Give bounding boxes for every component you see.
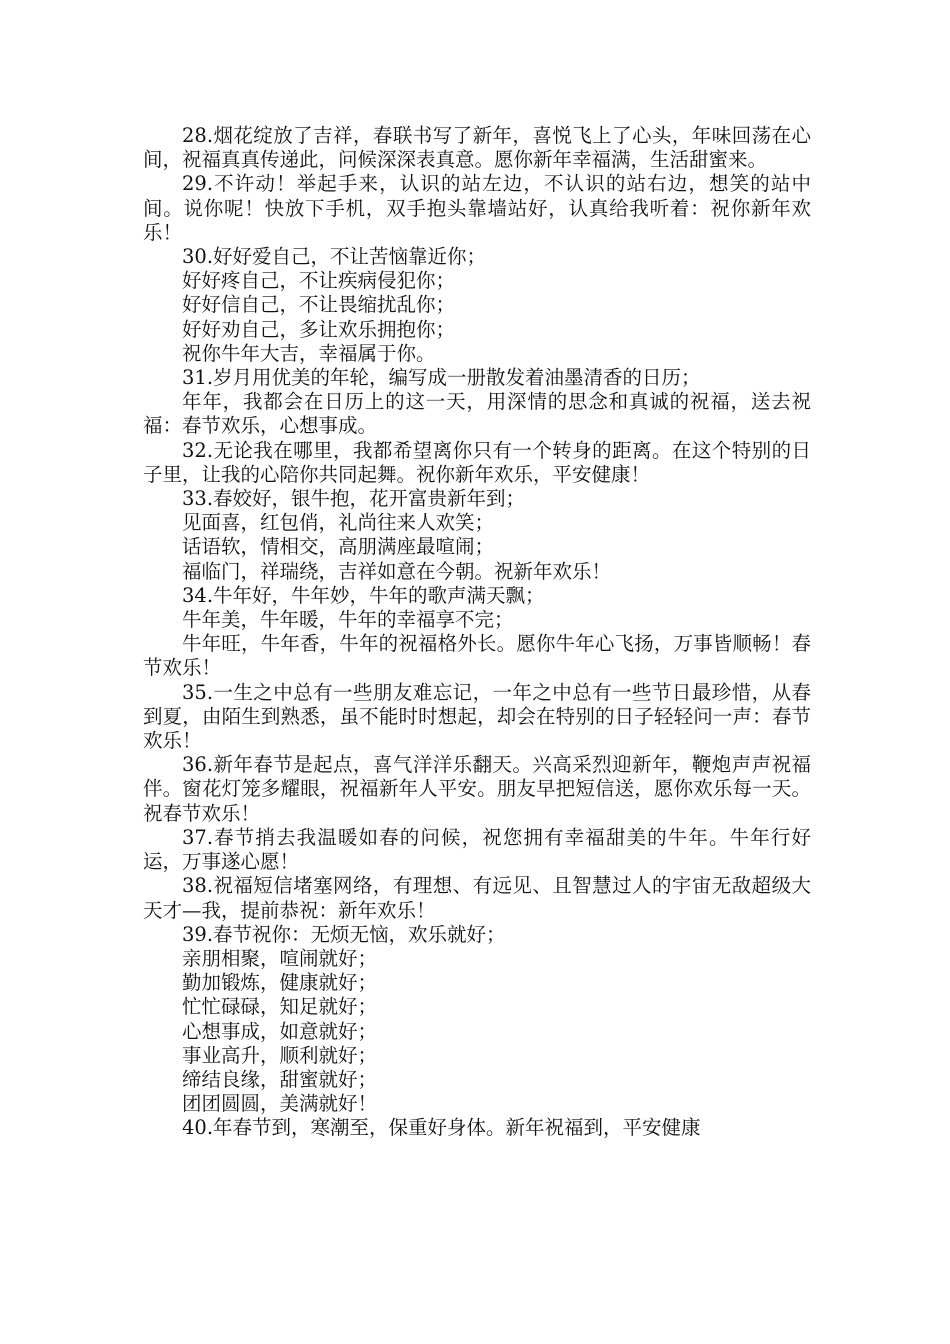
paragraph-30-line-2: 好好疼自己，不让疾病侵犯你； — [182, 269, 456, 293]
paragraph-32: 32.无论我在哪里，我都希望离你只有一个转身的距离。在这个特别的日子里，让我的心陪你共同起舞。祝你新年欢乐，平安健康！ — [143, 438, 811, 486]
paragraph-39-line-1: 39.春节祝你：无烦无恼，欢乐就好； — [182, 922, 506, 946]
paragraph-35: 35.一生之中总有一些朋友难忘记，一年之中总有一些节日最珍惜，从春到夏，由陌生到熟悉，虽不能时时想起，却会在特别的日子轻轻问一声：春节欢乐！ — [143, 680, 811, 753]
document-body — [143, 124, 811, 1141]
paragraph-39-line-7: 缔结良缘，甜蜜就好； — [182, 1067, 378, 1091]
paragraph-34-line-3: 牛年旺，牛年香，牛年的祝福格外长。愿你牛年心飞扬，万事皆顺畅！春节欢乐！ — [143, 632, 811, 680]
paragraph-30-line-5: 祝你牛年大吉，幸福属于你。 — [182, 341, 436, 365]
paragraph-39-line-5: 心想事成，如意就好； — [182, 1019, 378, 1043]
paragraph-28: 28.烟花绽放了吉祥，春联书写了新年，喜悦飞上了心头，年味回荡在心间，祝福真真传递此，问候深深表真意。愿你新年幸福满，生活甜蜜来。 — [143, 124, 811, 172]
paragraph-33-line-1: 33.春姣好，银牛抱，花开富贵新年到； — [182, 487, 526, 511]
paragraph-33-line-2: 见面喜，红包俏，礼尚往来人欢笑； — [182, 511, 495, 535]
paragraph-39-line-4: 忙忙碌碌，知足就好； — [182, 995, 378, 1019]
paragraph-40: 40.年春节到，寒潮至，保重好身体。新年祝福到，平安健康 — [182, 1116, 701, 1140]
paragraph-33-line-4: 福临门，祥瑞绕，吉祥如意在今朝。祝新年欢乐！ — [182, 559, 612, 583]
paragraph-37: 37.春节捎去我温暖如春的问候，祝您拥有幸福甜美的牛年。牛年行好运，万事遂心愿！ — [143, 825, 811, 874]
paragraph-31-line-2: 年年，我都会在日历上的这一天，用深情的思念和真诚的祝福，送去祝福：春节欢乐，心想事成。 — [143, 390, 811, 438]
paragraph-38: 38.祝福短信堵塞网络，有理想、有远见、且智慧过人的宇宙无敌超级大天才—我，提前恭祝：新年欢乐！ — [143, 874, 811, 922]
paragraph-34-line-2: 牛年美，牛年暖，牛年的幸福享不完； — [182, 608, 514, 632]
paragraph-31-line-1: 31.岁月用优美的年轮，编写成一册散发着油墨清香的日历； — [182, 366, 701, 390]
paragraph-39-line-3: 勤加锻炼，健康就好； — [182, 971, 378, 995]
paragraph-36: 36.新年春节是起点，喜气洋洋乐翻天。兴高采烈迎新年，鞭炮声声祝福伴。窗花灯笼多耀眼，祝福新年人平安。朋友早把短信送，愿你欢乐每一天。祝春节欢乐！ — [143, 753, 811, 825]
paragraph-30-line-4: 好好劝自己，多让欢乐拥抱你； — [182, 317, 456, 341]
paragraph-30-line-3: 好好信自己，不让畏缩扰乱你； — [182, 293, 456, 317]
paragraph-34-line-1: 34.牛年好，牛年妙，牛年的歌声满天飘； — [182, 583, 545, 607]
paragraph-33-line-3: 话语软，情相交，高朋满座最喧闹； — [182, 535, 495, 559]
paragraph-30-line-1: 30.好好爱自己，不让苦恼靠近你； — [182, 245, 487, 269]
paragraph-39-line-6: 事业高升，顺利就好； — [182, 1043, 378, 1067]
paragraph-39-line-2: 亲朋相聚，喧闹就好； — [182, 946, 378, 970]
paragraph-29: 29.不许动！举起手来，认识的站左边，不认识的站右边，想笑的站中间。说你呢！快放下手机，双手抱头靠墙站好，认真给我听着：祝你新年欢乐！ — [143, 172, 811, 244]
paragraph-39-line-8: 团团圆圆，美满就好！ — [182, 1092, 378, 1116]
